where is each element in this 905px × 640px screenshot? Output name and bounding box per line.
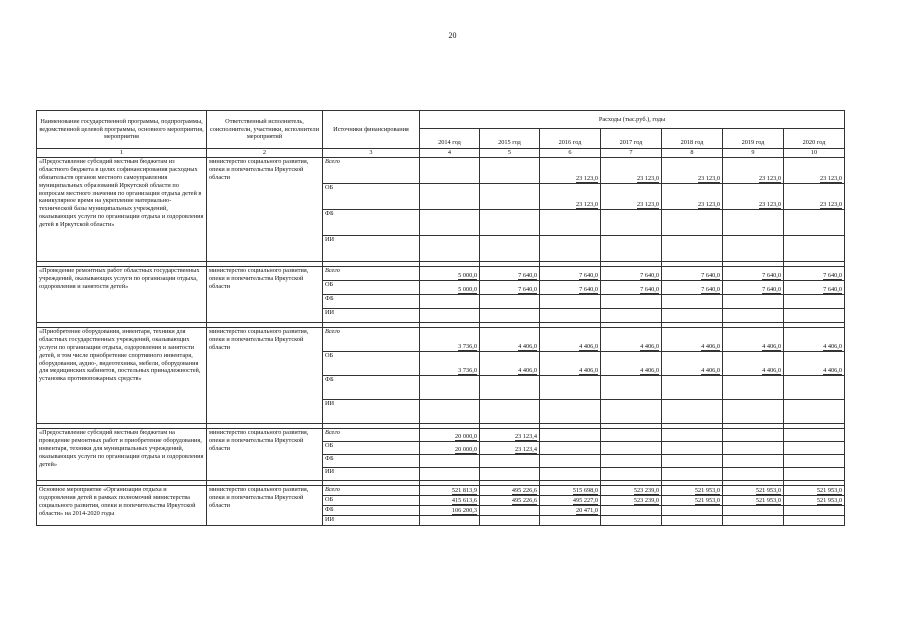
expense-cell bbox=[480, 327, 540, 351]
expense-cell bbox=[662, 515, 723, 525]
expense-cell bbox=[540, 515, 601, 525]
expense-cell bbox=[540, 505, 601, 515]
expense-cell bbox=[420, 375, 480, 399]
expense-value: 20 000,0 bbox=[454, 446, 477, 453]
measure-name: «Предоставление субсидий местным бюджетам из областного бюджета в целях софинансирования расходных обязательств органов местного самоуправления муниципальных образований Иркутской области по вопросам местного значения по организации отдыха детей в каникулярное время на укрепление материально-технической базы муниципальных учреждений, оказывающих услуги по организации отдыха и оздоровления детей в Иркутской области» bbox=[37, 157, 207, 261]
expense-cell bbox=[420, 327, 480, 351]
funding-source-label: ИИ bbox=[323, 235, 420, 261]
expense-cell bbox=[480, 485, 540, 495]
funding-source-label: ОБ bbox=[323, 351, 420, 375]
column-index: 4 bbox=[420, 149, 480, 158]
expense-cell bbox=[480, 157, 540, 183]
expense-cell bbox=[601, 327, 662, 351]
expense-cell bbox=[420, 441, 480, 454]
expense-cell bbox=[723, 441, 784, 454]
measure-name: «Приобретение оборудования, инвентаря, техники для областных государственных учреждений, оказывающих услуги по организации отдыха, оздоровления и занятости детей, в том числе приобретение спортивного инвентаря, оборудования, аудио-, видеотехника, мебели, оборудования для медицинских кабинетов, постельных принадлежностей, установка противопожарных средств» bbox=[37, 327, 207, 423]
expense-cell bbox=[540, 308, 601, 322]
expense-cell bbox=[601, 351, 662, 375]
expense-cell bbox=[540, 399, 601, 423]
expense-cell bbox=[480, 467, 540, 480]
expense-cell bbox=[601, 428, 662, 441]
expense-cell bbox=[540, 467, 601, 480]
expense-cell bbox=[420, 183, 480, 209]
expense-cell bbox=[601, 505, 662, 515]
funding-source-label: ФБ bbox=[323, 375, 420, 399]
expense-value: 23 123,0 bbox=[819, 201, 843, 208]
expense-cell bbox=[662, 495, 723, 505]
expense-cell bbox=[480, 351, 540, 375]
expense-value: 523 239,0 bbox=[633, 497, 659, 504]
expense-value: 4 406,0 bbox=[579, 343, 598, 350]
expense-cell bbox=[662, 441, 723, 454]
header-funding-source: Источники финансирования bbox=[323, 111, 420, 149]
table-row bbox=[37, 157, 845, 183]
expense-value: 23 123,0 bbox=[636, 175, 659, 182]
expense-cell bbox=[480, 280, 540, 294]
expense-cell bbox=[480, 209, 540, 235]
expense-value: 7 640,0 bbox=[762, 272, 781, 279]
expense-cell bbox=[723, 485, 784, 495]
funding-source-label: Всего bbox=[323, 327, 420, 351]
expense-cell bbox=[601, 375, 662, 399]
measure-name: Основное мероприятие «Организация отдыха и оздоровления детей в рамках полномочий министерства социального развития, опеки и попечительства Иркутской области» на 2014-2020 годы bbox=[37, 485, 207, 525]
expense-cell bbox=[601, 495, 662, 505]
expense-value: 521 953,0 bbox=[755, 487, 781, 494]
expense-cell bbox=[420, 467, 480, 480]
expense-cell bbox=[784, 495, 845, 505]
budget-table bbox=[36, 110, 845, 526]
expense-cell bbox=[420, 157, 480, 183]
expense-cell bbox=[601, 485, 662, 495]
funding-source-label: ИИ bbox=[323, 308, 420, 322]
expense-value: 7 640,0 bbox=[640, 286, 659, 293]
expense-cell bbox=[662, 209, 723, 235]
expense-cell bbox=[540, 351, 601, 375]
expense-cell bbox=[480, 183, 540, 209]
funding-source-label: Всего bbox=[323, 157, 420, 183]
expense-cell bbox=[723, 351, 784, 375]
expense-cell bbox=[480, 505, 540, 515]
expense-cell bbox=[540, 327, 601, 351]
expense-cell bbox=[601, 235, 662, 261]
expense-cell bbox=[420, 454, 480, 467]
expense-cell bbox=[480, 515, 540, 525]
expense-cell bbox=[784, 428, 845, 441]
expense-value: 4 406,0 bbox=[762, 367, 781, 374]
table-row bbox=[37, 485, 845, 495]
expense-cell bbox=[601, 441, 662, 454]
column-index: 6 bbox=[540, 149, 601, 158]
expense-cell bbox=[540, 441, 601, 454]
expense-cell bbox=[540, 266, 601, 280]
funding-source-label: ФБ bbox=[323, 505, 420, 515]
expense-cell bbox=[784, 209, 845, 235]
column-index: 2 bbox=[207, 149, 323, 158]
expense-value: 23 123,0 bbox=[758, 201, 781, 208]
expense-cell bbox=[601, 399, 662, 423]
expense-value: 4 406,0 bbox=[823, 343, 843, 350]
funding-source-label: ИИ bbox=[323, 467, 420, 480]
funding-source-label: ФБ bbox=[323, 209, 420, 235]
expense-value: 495 226,6 bbox=[511, 487, 537, 494]
expense-cell bbox=[784, 294, 845, 308]
expense-value: 7 640,0 bbox=[579, 286, 598, 293]
expense-cell bbox=[601, 280, 662, 294]
expense-value: 521 813,9 bbox=[451, 487, 477, 494]
funding-source-label: Всего bbox=[323, 485, 420, 495]
expense-value: 4 406,0 bbox=[701, 367, 720, 374]
expense-cell bbox=[784, 351, 845, 375]
year-header: 2017 год bbox=[601, 129, 662, 149]
expense-value: 495 226,6 bbox=[511, 497, 537, 504]
expense-cell bbox=[723, 308, 784, 322]
measure-name: «Проведение ремонтных работ областных государственных учреждений, оказывающих услуги по организации отдыха, оздоровления и занятости детей» bbox=[37, 266, 207, 322]
expense-value: 20 471,0 bbox=[575, 507, 598, 514]
expense-cell bbox=[540, 294, 601, 308]
expense-cell bbox=[480, 454, 540, 467]
expense-cell bbox=[601, 266, 662, 280]
expense-cell bbox=[723, 515, 784, 525]
measure-name: «Предоставление субсидий местным бюджетам на проведение ремонтных работ и приобретение оборудования, инвентаря, техники для муниципальных учреждений, оказывающих услуги по организации отдыха и оздоровления детей» bbox=[37, 428, 207, 480]
expense-cell bbox=[420, 515, 480, 525]
expense-cell bbox=[784, 280, 845, 294]
expense-cell bbox=[601, 294, 662, 308]
expense-value: 5 000,0 bbox=[458, 272, 477, 279]
expense-cell bbox=[420, 294, 480, 308]
expense-cell bbox=[784, 505, 845, 515]
expense-cell bbox=[784, 327, 845, 351]
expense-cell bbox=[540, 209, 601, 235]
page-number: 20 bbox=[448, 31, 457, 40]
expense-cell bbox=[662, 467, 723, 480]
table-row bbox=[37, 266, 845, 280]
measure-executor: министерство социального развития, опеки и попечительства Иркутской области bbox=[207, 327, 323, 423]
expense-cell bbox=[420, 235, 480, 261]
funding-source-label: ОБ bbox=[323, 183, 420, 209]
expense-cell bbox=[540, 454, 601, 467]
expense-value: 23 123,4 bbox=[514, 433, 537, 440]
expense-cell bbox=[540, 485, 601, 495]
expense-value: 7 640,0 bbox=[518, 286, 537, 293]
expense-cell bbox=[784, 157, 845, 183]
column-index: 7 bbox=[601, 149, 662, 158]
expense-cell bbox=[784, 485, 845, 495]
expense-value: 23 123,0 bbox=[819, 175, 843, 182]
measure-executor: министерство социального развития, опеки и попечительства Иркутской области bbox=[207, 157, 323, 261]
expense-cell bbox=[480, 441, 540, 454]
column-index: 1 bbox=[37, 149, 207, 158]
expense-cell bbox=[662, 351, 723, 375]
header-expenses: Расходы (тыс.руб.), годы bbox=[420, 111, 845, 129]
expense-cell bbox=[662, 485, 723, 495]
expense-value: 4 406,0 bbox=[823, 367, 843, 374]
expense-value: 7 640,0 bbox=[823, 286, 843, 293]
expense-value: 415 613,6 bbox=[451, 497, 477, 504]
expense-cell bbox=[480, 266, 540, 280]
expense-value: 521 953,0 bbox=[816, 497, 843, 504]
expense-value: 7 640,0 bbox=[823, 272, 843, 279]
expense-cell bbox=[662, 327, 723, 351]
column-index: 8 bbox=[662, 149, 723, 158]
expense-cell bbox=[723, 266, 784, 280]
year-header: 2015 год bbox=[480, 129, 540, 149]
column-index: 9 bbox=[723, 149, 784, 158]
expense-cell bbox=[723, 235, 784, 261]
expense-cell bbox=[540, 235, 601, 261]
header-executor: Ответственный исполнитель, соисполнители, участники, исполнители мероприятий bbox=[207, 111, 323, 149]
expense-value: 521 953,0 bbox=[755, 497, 781, 504]
expense-cell bbox=[480, 375, 540, 399]
expense-value: 7 640,0 bbox=[701, 272, 720, 279]
expense-cell bbox=[540, 428, 601, 441]
expense-cell bbox=[420, 505, 480, 515]
expense-value: 7 640,0 bbox=[701, 286, 720, 293]
column-index: 10 bbox=[784, 149, 845, 158]
expense-value: 495 227,0 bbox=[572, 497, 598, 504]
funding-source-label: ОБ bbox=[323, 441, 420, 454]
expense-cell bbox=[662, 375, 723, 399]
expense-cell bbox=[723, 157, 784, 183]
expense-value: 521 953,0 bbox=[816, 487, 843, 494]
expense-cell bbox=[420, 266, 480, 280]
expense-cell bbox=[420, 209, 480, 235]
expense-cell bbox=[420, 428, 480, 441]
table-row bbox=[37, 428, 845, 441]
expense-cell bbox=[723, 454, 784, 467]
expense-cell bbox=[723, 467, 784, 480]
funding-source-label: Всего bbox=[323, 428, 420, 441]
expense-cell bbox=[480, 428, 540, 441]
expense-cell bbox=[540, 495, 601, 505]
expense-cell bbox=[420, 280, 480, 294]
expense-cell bbox=[662, 183, 723, 209]
expense-value: 521 953,0 bbox=[694, 497, 720, 504]
expense-cell bbox=[601, 467, 662, 480]
expense-cell bbox=[784, 266, 845, 280]
expense-cell bbox=[723, 294, 784, 308]
expense-cell bbox=[723, 375, 784, 399]
expense-value: 4 406,0 bbox=[579, 367, 598, 374]
measure-executor: министерство социального развития, опеки и попечительства Иркутской области bbox=[207, 485, 323, 525]
expense-cell bbox=[723, 495, 784, 505]
year-header: 2018 год bbox=[662, 129, 723, 149]
expense-cell bbox=[662, 454, 723, 467]
expense-cell bbox=[723, 209, 784, 235]
expense-cell bbox=[480, 235, 540, 261]
expense-cell bbox=[784, 235, 845, 261]
expense-cell bbox=[601, 454, 662, 467]
funding-source-label: ФБ bbox=[323, 294, 420, 308]
expense-cell bbox=[480, 495, 540, 505]
expense-value: 23 123,0 bbox=[697, 201, 720, 208]
expense-value: 4 406,0 bbox=[640, 367, 659, 374]
expense-cell bbox=[662, 294, 723, 308]
expense-value: 7 640,0 bbox=[762, 286, 781, 293]
expense-value: 4 406,0 bbox=[518, 367, 537, 374]
expense-cell bbox=[420, 351, 480, 375]
expense-cell bbox=[662, 428, 723, 441]
expense-value: 20 000,0 bbox=[454, 433, 477, 440]
expense-cell bbox=[723, 505, 784, 515]
expense-cell bbox=[480, 399, 540, 423]
funding-source-label: ОБ bbox=[323, 280, 420, 294]
expense-cell bbox=[601, 209, 662, 235]
expense-value: 515 698,0 bbox=[572, 487, 598, 494]
expense-cell bbox=[784, 454, 845, 467]
expense-cell bbox=[480, 294, 540, 308]
year-header: 2016 год bbox=[540, 129, 601, 149]
expense-value: 3 736,0 bbox=[458, 367, 477, 374]
expense-value: 4 406,0 bbox=[762, 343, 781, 350]
expense-value: 23 123,0 bbox=[575, 175, 598, 182]
expense-value: 523 239,0 bbox=[633, 487, 659, 494]
year-header: 2019 год bbox=[723, 129, 784, 149]
expense-cell bbox=[601, 183, 662, 209]
funding-source-label: ОБ bbox=[323, 495, 420, 505]
expense-cell bbox=[662, 399, 723, 423]
expense-cell bbox=[784, 308, 845, 322]
expense-cell bbox=[784, 441, 845, 454]
funding-source-label: ИИ bbox=[323, 399, 420, 423]
expense-cell bbox=[784, 399, 845, 423]
funding-source-label: Всего bbox=[323, 266, 420, 280]
expense-cell bbox=[540, 183, 601, 209]
expense-cell bbox=[601, 157, 662, 183]
expense-cell bbox=[420, 495, 480, 505]
expense-value: 521 953,0 bbox=[694, 487, 720, 494]
expense-cell bbox=[540, 280, 601, 294]
header-program-name: Наименование государственной программы, подпрограммы, ведомственной целевой программы, основного мероприятия, мероприятия bbox=[37, 111, 207, 149]
expense-cell bbox=[662, 157, 723, 183]
expense-value: 23 123,0 bbox=[636, 201, 659, 208]
expense-cell bbox=[723, 280, 784, 294]
expense-value: 7 640,0 bbox=[640, 272, 659, 279]
expense-cell bbox=[784, 375, 845, 399]
expense-cell bbox=[420, 308, 480, 322]
expense-cell bbox=[540, 157, 601, 183]
expense-value: 106 200,3 bbox=[451, 507, 477, 514]
expense-value: 5 000,0 bbox=[458, 286, 477, 293]
funding-source-label: ИИ bbox=[323, 515, 420, 525]
expense-cell bbox=[662, 235, 723, 261]
table-row bbox=[37, 327, 845, 351]
expense-value: 23 123,0 bbox=[575, 201, 598, 208]
expense-cell bbox=[723, 183, 784, 209]
expense-cell bbox=[540, 375, 601, 399]
year-header: 2020 год bbox=[784, 129, 845, 149]
expense-value: 4 406,0 bbox=[640, 343, 659, 350]
expense-value: 23 123,0 bbox=[697, 175, 720, 182]
expense-value: 4 406,0 bbox=[701, 343, 720, 350]
expense-value: 4 406,0 bbox=[518, 343, 537, 350]
expense-value: 7 640,0 bbox=[579, 272, 598, 279]
expense-cell bbox=[662, 266, 723, 280]
column-index: 3 bbox=[323, 149, 420, 158]
measure-executor: министерство социального развития, опеки и попечительства Иркутской области bbox=[207, 428, 323, 480]
expense-value: 23 123,0 bbox=[758, 175, 781, 182]
funding-source-label: ФБ bbox=[323, 454, 420, 467]
measure-executor: министерство социального развития, опеки и попечительства Иркутской области bbox=[207, 266, 323, 322]
year-header: 2014 год bbox=[420, 129, 480, 149]
expense-value: 7 640,0 bbox=[518, 272, 537, 279]
expense-cell bbox=[601, 515, 662, 525]
expense-cell bbox=[480, 308, 540, 322]
expense-cell bbox=[601, 308, 662, 322]
expense-cell bbox=[784, 183, 845, 209]
expense-cell bbox=[784, 515, 845, 525]
expense-cell bbox=[420, 399, 480, 423]
expense-cell bbox=[723, 327, 784, 351]
expense-cell bbox=[662, 505, 723, 515]
expense-cell bbox=[723, 399, 784, 423]
expense-cell bbox=[662, 280, 723, 294]
column-index: 5 bbox=[480, 149, 540, 158]
expense-value: 3 736,0 bbox=[458, 343, 477, 350]
expense-cell bbox=[784, 467, 845, 480]
expense-cell bbox=[662, 308, 723, 322]
expense-value: 23 123,4 bbox=[514, 446, 537, 453]
expense-cell bbox=[723, 428, 784, 441]
expense-cell bbox=[420, 485, 480, 495]
